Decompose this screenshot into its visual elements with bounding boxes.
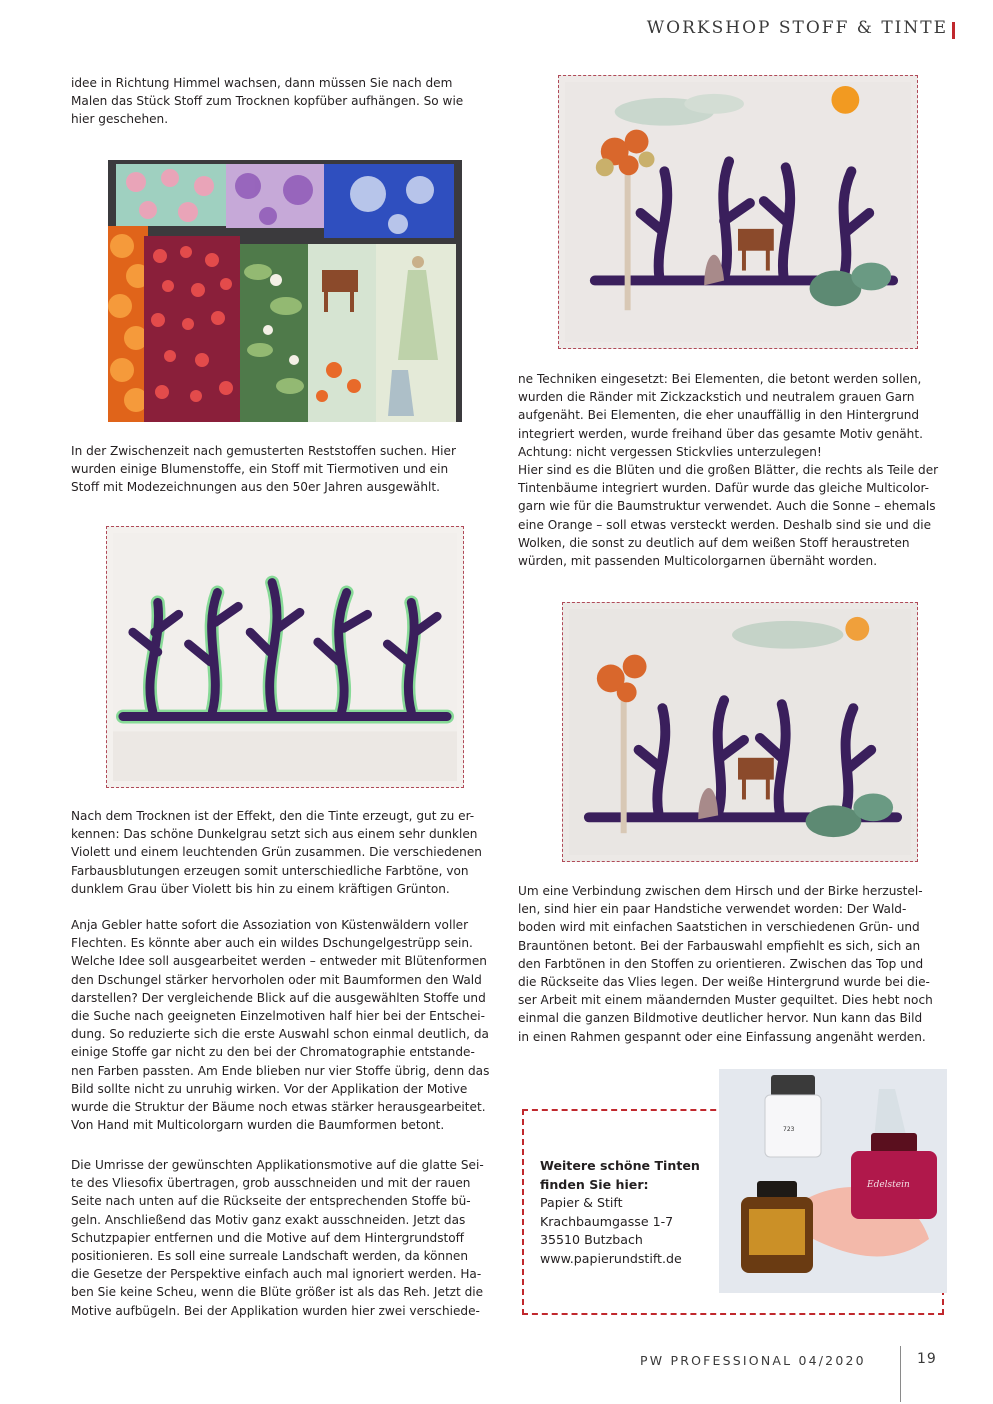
photo-fabric-scraps [108, 160, 462, 422]
page-number: 19 [917, 1351, 937, 1367]
info-box-text [540, 1157, 700, 1268]
shop-website: www.papierundstift.de [540, 1250, 682, 1266]
photo-finished-quilt [562, 602, 918, 862]
footer-divider [900, 1346, 901, 1402]
paragraph-fabric-search: In der Zwischenzeit nach gemusterten Reststoffen suchen. Hier wurden einige Blumenstoffe, ein Stoff mit Tiermotiven und ein Stoff mit Modezeichnungen aus den 50er Jahren ausgewählt. [71, 444, 456, 495]
paragraph-hand-stitches: Um eine Verbindung zwischen dem Hirsch und der Birke herzustel- len, sind hier ein paar Handstiche verwendet worden: Der Wald- boden wird mit einfachen Saatstichen in verschiedenen Grün- und Brauntönen betont. Bei der Farbauswahl empfiehlt es sich, sich an den Farbtönen in den Stoffen zu orientieren. Zwischen das Top und die Rückseite das Vlies legen. Der weiße Hintergrund wurde bei die- ser Arbeit mit einem mäandernden Muster gequiltet. Dies hebt noch einmal die ganzen Bildmotive deutlicher hervor. Nun kann das Bild in einen Rahmen gespannt oder eine Einfassung angenäht werden. [518, 884, 933, 1044]
shop-name: Papier & Stift [540, 1195, 623, 1210]
paragraph-techniques: ne Techniken eingesetzt: Bei Elementen, die betont werden sollen, wurden die Ränder mit Zickzackstich und neutralem grauen Garn aufgenäht. Bei Elementen, die eher unauffällig in den Hintergrund integriert werden, wurde freihand über das gesamte Motiv genäht. Achtung: nicht vergessen Stickvlies unterzulegen! Hier sind es die Blüten und die großen Blätter, die rechts als Teile der Tintenbäume integriert wurden. Dafür wurde das gleiche Multicolor- garn wie für die Baumstruktur verwendet. Auch die Sonne – ehemals eine Orange – soll etwas versteckt werden. Deshalb sind sie und die Wolken, die sonst zu deutlich auf dem weißen Stoff heraustreten würden, mit passenden Multicolorgarnen übernäht worden. [518, 372, 939, 569]
shop-city: 35510 Butzbach [540, 1232, 643, 1247]
small-bottle-label: 723 [783, 1126, 795, 1133]
photo-ink-bottles [719, 1069, 947, 1293]
paragraph-drying-effect: Nach dem Trocknen ist der Effekt, den die Tinte erzeugt, gut zu er- kennen: Das schöne Dunkelgrau setzt sich aus einem sehr dunklen Violett und einem leuchtenden Grün zusammen. Die verschiedenen Farbausblutungen erzeugen somit unterschiedliche Farbtöne, von dunklem Grau über Violett bis hin zu einem kräftigen Grünton. [71, 809, 482, 896]
pink-bottle-label: Edelstein [867, 1180, 910, 1190]
running-header: WORKSHOP STOFF & TINTE [646, 18, 948, 38]
paragraph-application-steps: Die Umrisse der gewünschten Applikationsmotive auf die glatte Sei- te des Vliesofix übertragen, grob ausschneiden und mit der rauen Seite nach unten auf die Rückseite der entsprechenden Stoffe bü- geln. Anschließend das Motiv ganz exakt ausschneiden. Jetzt das Schutzpapier entfernen und die Motive auf dem Hintergrundstoff positionieren. Es soll eine surreale Landschaft werden, da können die Gesetze der Perspektive einfach auch mal ignoriert werden. Ha- ben Sie keine Scheu, wenn die Blüte größer ist als das Reh. Jetzt die Motive aufbügeln. Bei der Applikation wurden hier zwei verschiede- [71, 1158, 484, 1318]
info-box-title: Weitere schöne Tinten finden Sie hier: [540, 1158, 700, 1192]
footer-magazine: PW PROFESSIONAL 04/2020 [640, 1353, 866, 1368]
photo-dried-ink-trees [106, 526, 464, 788]
header-accent-bar [952, 22, 955, 39]
shop-street: Krachbaumgasse 1-7 [540, 1213, 674, 1229]
paragraph-intro: idee in Richtung Himmel wachsen, dann müssen Sie nach dem Malen das Stück Stoff zum Trocknen kopfüber aufhängen. So wie hier geschehen. [71, 76, 464, 127]
photo-applique-in-progress [558, 75, 918, 349]
paragraph-coastal-forests: Anja Gebler hatte sofort die Assoziation von Küstenwäldern voller Flechten. Es könnte aber auch ein wildes Dschungelgestrüpp sein. Welche Idee soll ausgearbeitet werden – entweder mit Blütenformen den Dschungel stärker hervorholen oder mit Baumformen den Wald darstellen? Der vergleichende Blick auf die ausgewählten Stoffe und die Suche nach geeigneten Einzelmotiven half hier bei der Entschei- dung. So reduzierte sich die erste Auswahl schon einmal deutlich, da einige Stoffe gar nicht zu den bei der Chromatographie entstande- nen Farben passten. Am Ende blieben nur vier Stoffe übrig, denn das Bild sollte nicht zu unruhig wirken. Vor der Applikation der Motive wurde die Struktur der Bäume noch etwas stärker herausgearbeitet. Von Hand mit Multicolorgarn wurden die Baumformen betont. [71, 918, 490, 1133]
